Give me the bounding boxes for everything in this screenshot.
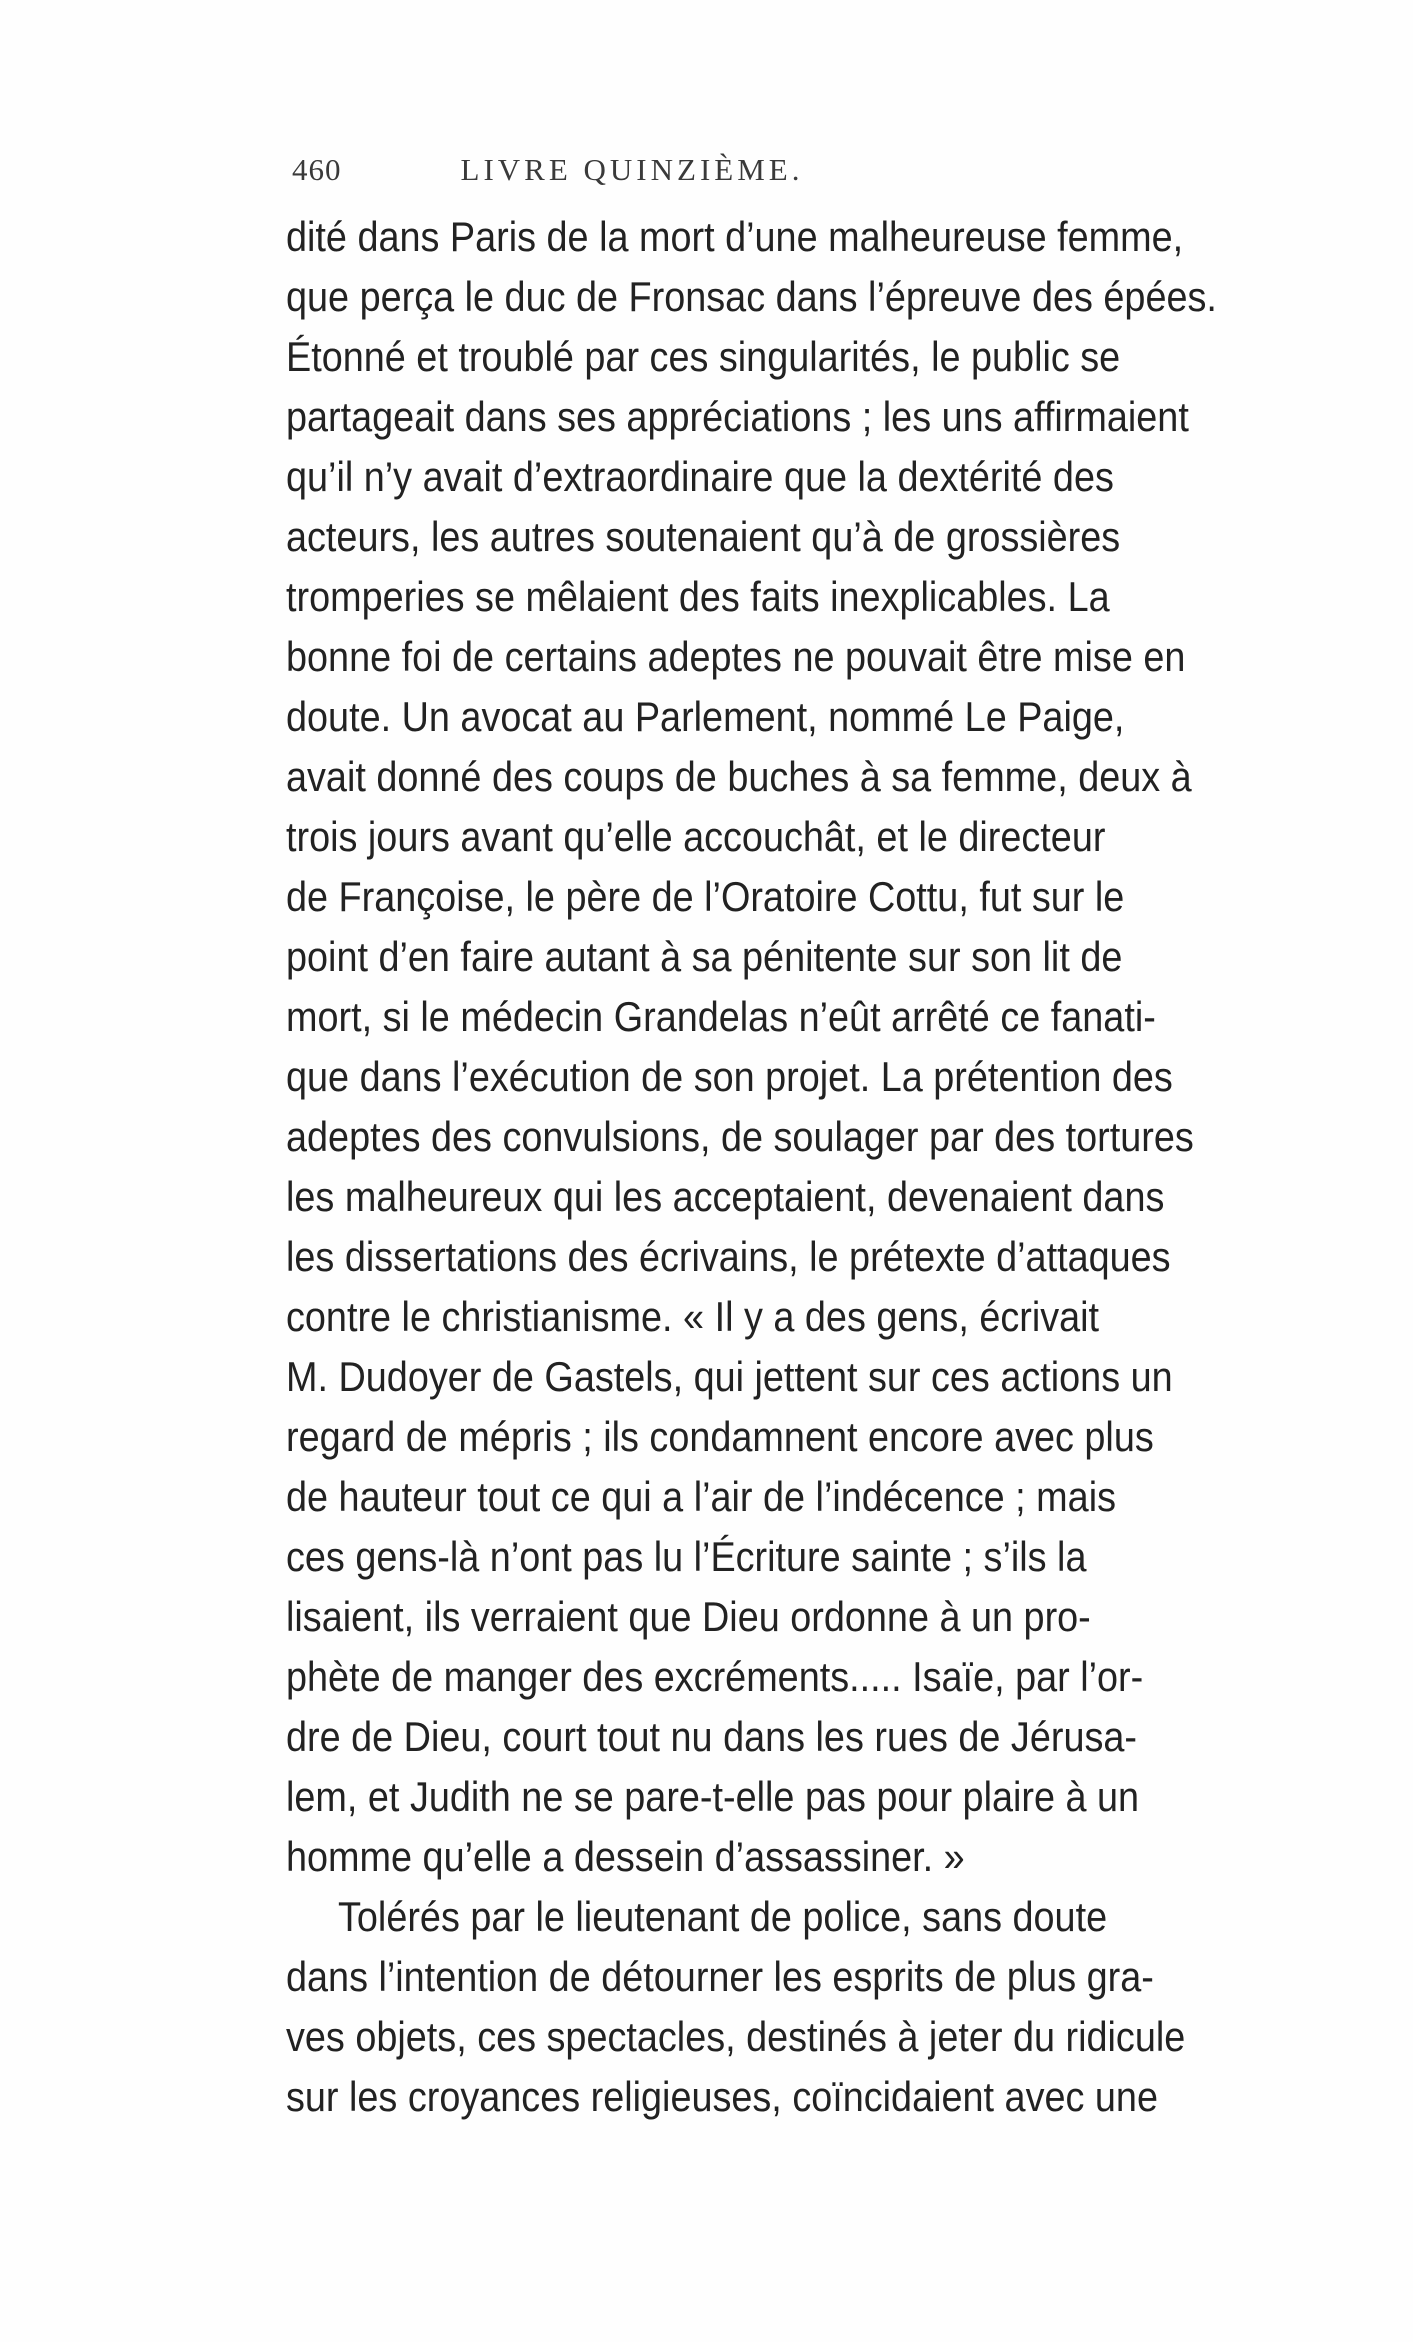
text-line: phète de manger des excréments..... Isaïe, par l’or-: [286, 1653, 1144, 1700]
text-line: adeptes des convulsions, de soulager par des tortures: [286, 1113, 1194, 1160]
text-line: de hauteur tout ce qui a l’air de l’indécence ; mais: [286, 1473, 1116, 1520]
text-line: partageait dans ses appréciations ; les uns affirmaient: [286, 393, 1189, 440]
text-line: que dans l’exécution de son projet. La prétention des: [286, 1053, 1173, 1100]
text-line: ves objets, ces spectacles, destinés à jeter du ridicule: [286, 2013, 1186, 2060]
book-title: LIVRE QUINZIÈME.: [460, 152, 804, 187]
text-line: avait donné des coups de buches à sa femme, deux à: [286, 753, 1192, 800]
text-line: les malheureux qui les acceptaient, devenaient dans: [286, 1173, 1165, 1220]
text-line: Étonné et troublé par ces singularités, le public se: [286, 333, 1121, 380]
text-line: qu’il n’y avait d’extraordinaire que la dextérité des: [286, 453, 1114, 500]
text-line: lem, et Judith ne se pare-t-elle pas pour plaire à un: [286, 1773, 1140, 1820]
text-line: bonne foi de certains adeptes ne pouvait être mise en: [286, 633, 1186, 680]
text-line: de Françoise, le père de l’Oratoire Cottu, fut sur le: [286, 873, 1125, 920]
text-line: tromperies se mêlaient des faits inexplicables. La: [286, 573, 1110, 620]
text-line: les dissertations des écrivains, le prétexte d’attaques: [286, 1233, 1171, 1280]
text-line: M. Dudoyer de Gastels, qui jettent sur ces actions un: [286, 1353, 1173, 1400]
text-line: contre le christianisme. « Il y a des gens, écrivait: [286, 1293, 1100, 1340]
text-line: homme qu’elle a dessein d’assassiner. »: [286, 1833, 965, 1880]
text-line: dans l’intention de détourner les esprits de plus gra-: [286, 1953, 1154, 2000]
page-number: 460: [292, 152, 342, 187]
text-line: sur les croyances religieuses, coïncidaient avec une: [286, 2073, 1158, 2120]
text-line: dre de Dieu, court tout nu dans les rues de Jérusa-: [286, 1713, 1137, 1760]
text-line: doute. Un avocat au Parlement, nommé Le Paige,: [286, 693, 1125, 740]
text-line: acteurs, les autres soutenaient qu’à de grossières: [286, 513, 1121, 560]
running-head: [292, 152, 957, 192]
text-line: trois jours avant qu’elle accouchât, et le directeur: [286, 813, 1106, 860]
text-line: ces gens-là n’ont pas lu l’Écriture sainte ; s’ils la: [286, 1533, 1087, 1580]
text-line: dité dans Paris de la mort d’une malheureuse femme,: [286, 213, 1184, 260]
text-line: mort, si le médecin Grandelas n’eût arrêté ce fanati-: [286, 993, 1156, 1040]
text-line: point d’en faire autant à sa pénitente sur son lit de: [286, 933, 1123, 980]
paragraph-start-line: Tolérés par le lieutenant de police, sans doute: [338, 1893, 1108, 1940]
text-line: lisaient, ils verraient que Dieu ordonne à un pro-: [286, 1593, 1091, 1640]
text-line: regard de mépris ; ils condamnent encore avec plus: [286, 1413, 1154, 1460]
text-line: que perça le duc de Fronsac dans l’épreuve des épées.: [286, 273, 1217, 320]
